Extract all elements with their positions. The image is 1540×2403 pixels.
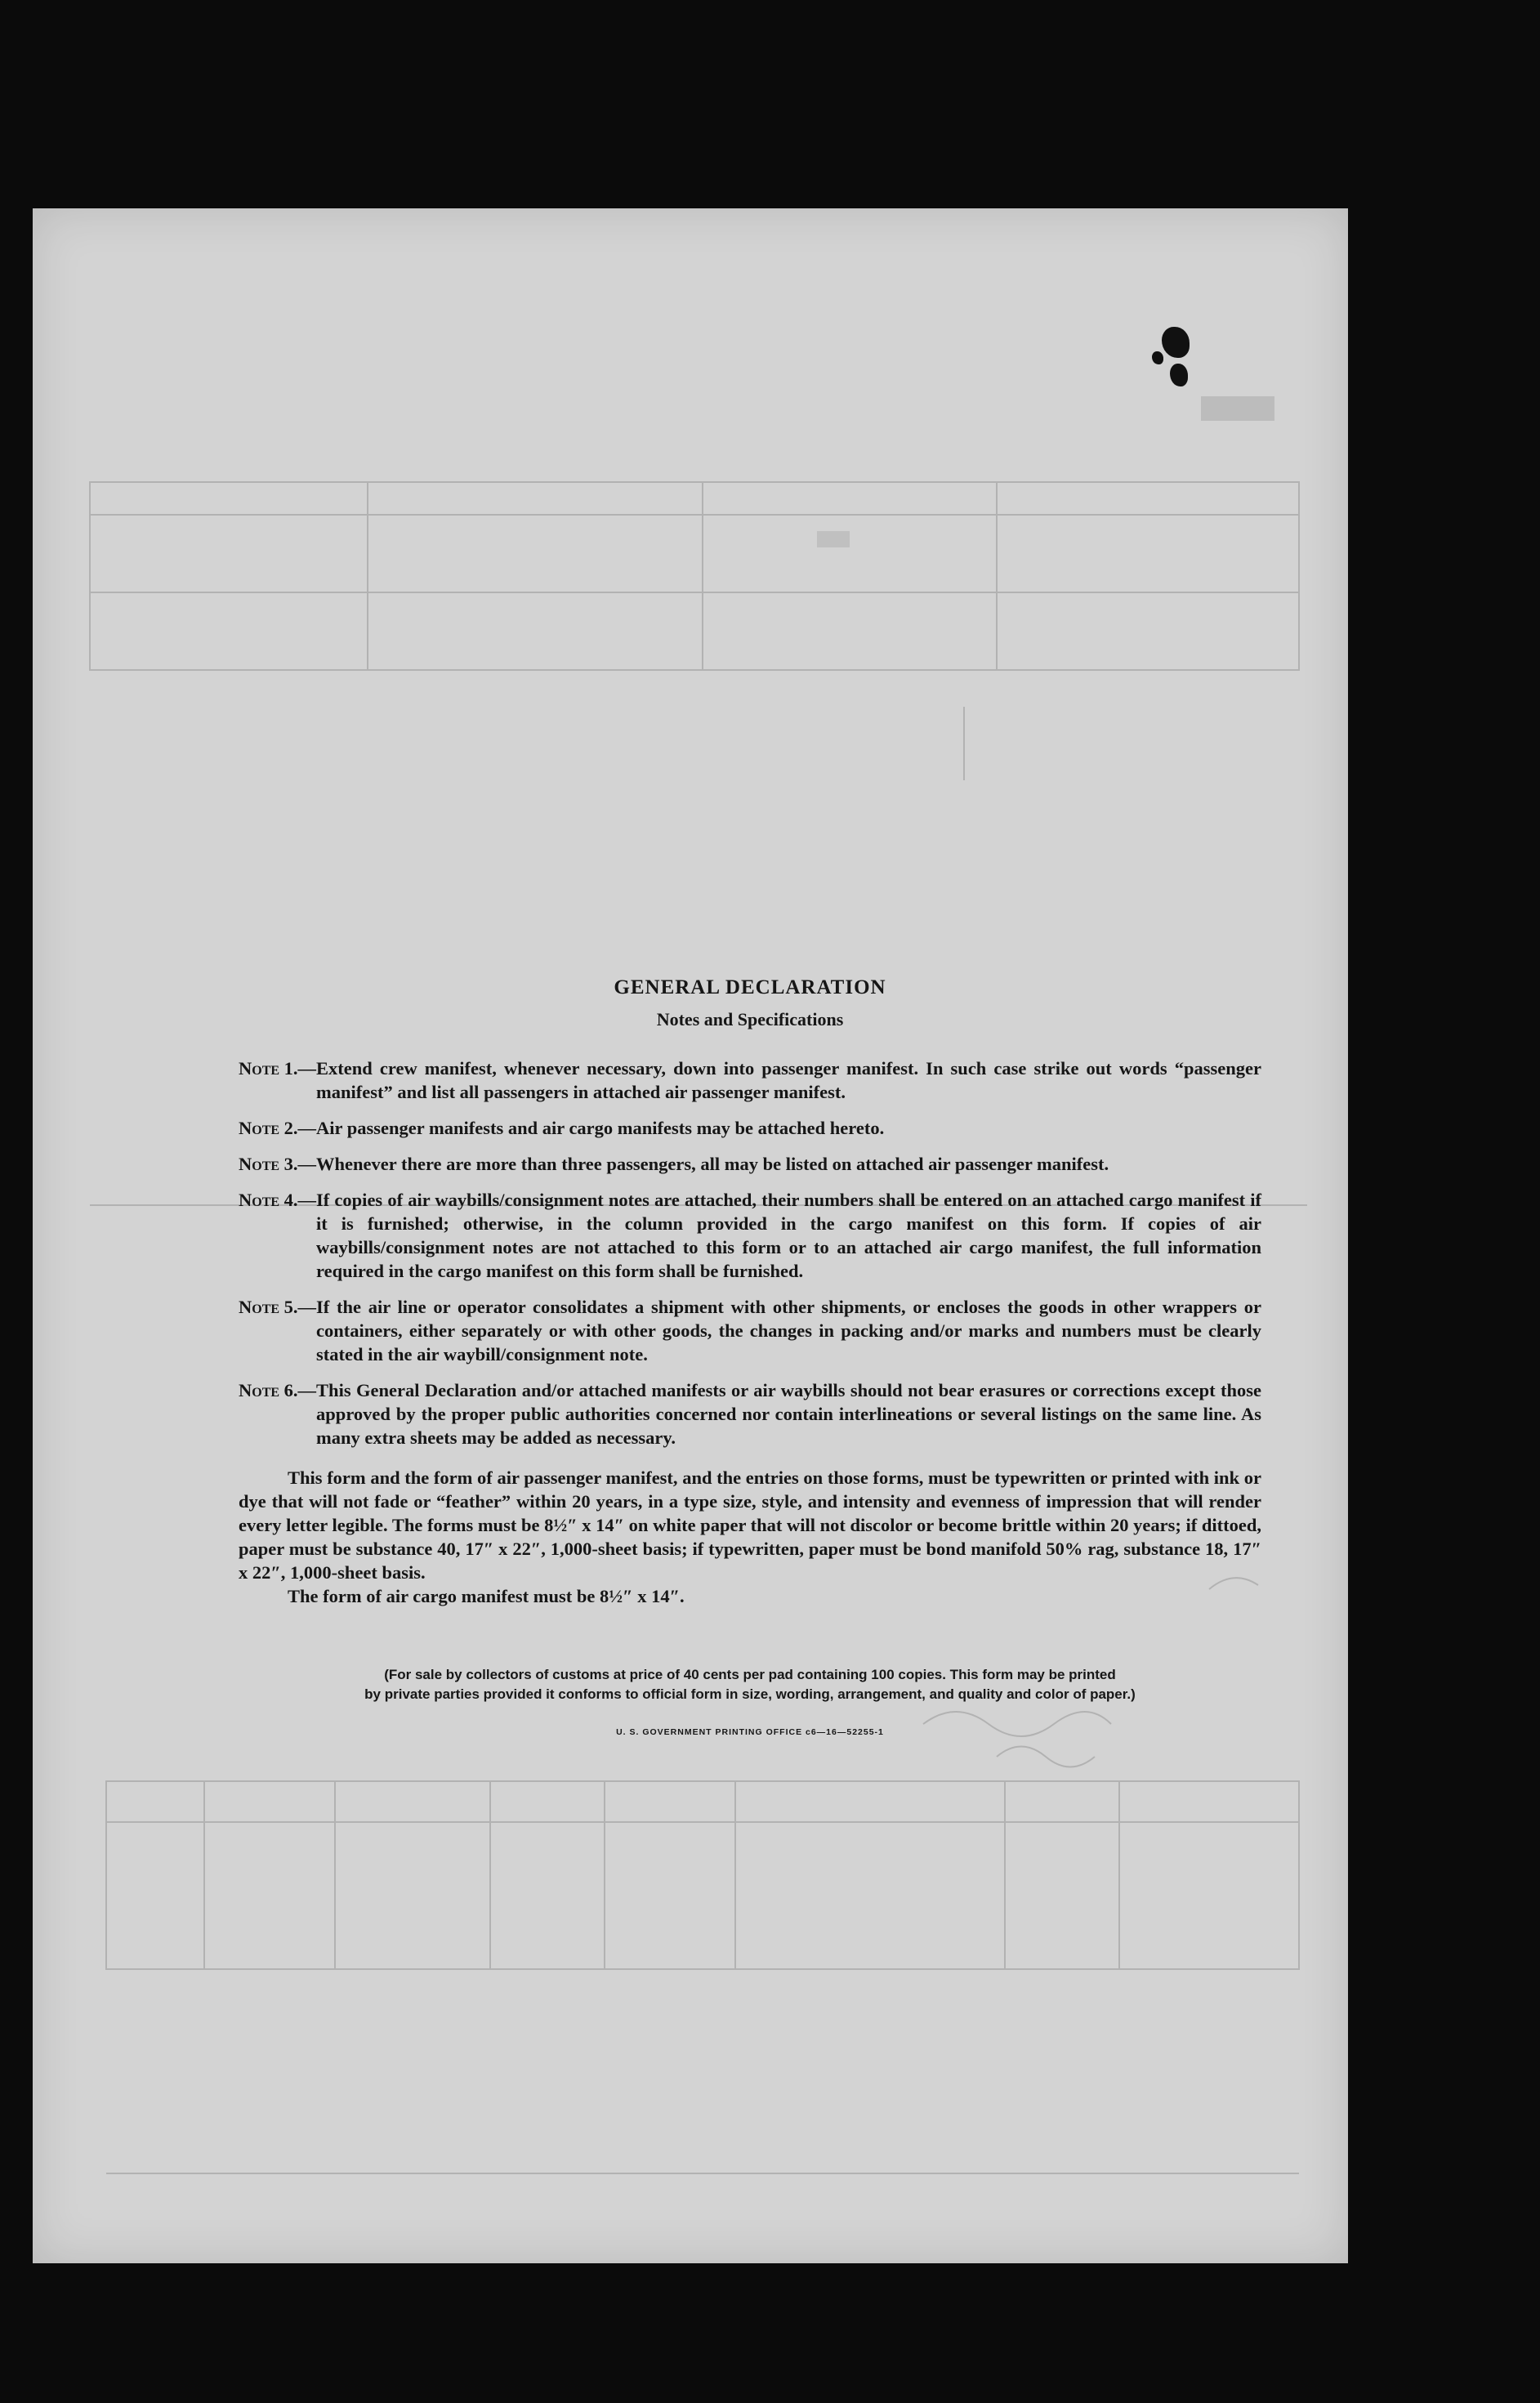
ink-stain — [1152, 351, 1163, 364]
note-text: Air passenger manifests and air cargo manifests may be attached hereto. — [316, 1118, 885, 1138]
page-title: GENERAL DECLARATION — [614, 976, 886, 998]
printing-office-line: U. S. GOVERNMENT PRINTING OFFICE c6—16—52255-1 — [616, 1727, 884, 1737]
ink-stain — [1170, 364, 1188, 386]
note-label: Note 2. — [239, 1118, 298, 1138]
note-text: Extend crew manifest, whenever necessary, down into passenger manifest. In such case strike out words “passenger manifest” and list all passengers in attached air passenger manifest. — [316, 1058, 1261, 1102]
sale-note — [239, 1665, 1261, 1704]
general-declaration-notes — [239, 976, 1261, 1737]
cargo-form-size-line: The form of air cargo manifest must be 8½″ x 14″. — [288, 1586, 685, 1606]
note-label: Note 4. — [239, 1190, 298, 1210]
note-text: If the air line or operator consolidates a shipment with other shipments, or encloses the goods in other wrappers or containers, either separately or with other goods, the changes in packing and/or marks and numbers must be clearly stated in the air waybill/consignment note. — [316, 1297, 1261, 1365]
note-label: Note 1. — [239, 1058, 298, 1079]
note-text: Whenever there are more than three passengers, all may be listed on attached air passenger manifest. — [316, 1154, 1109, 1174]
note-label: Note 3. — [239, 1154, 298, 1174]
note-1: Note 1. — Extend crew manifest, whenever necessary, down into passenger manifest. In such case strike out words “passenger manifest” and list all passengers in attached air passenger manifest. — [239, 1058, 1261, 1102]
note-label: Note 5. — [239, 1297, 298, 1317]
page-subtitle: Notes and Specifications — [656, 1009, 844, 1030]
note-2: Note 2. — Air passenger manifests and air cargo manifests may be attached hereto. — [239, 1116, 1261, 1140]
note-label: Note 6. — [239, 1380, 298, 1400]
note-5: Note 5. — If the air line or operator consolidates a shipment with other shipments, or encloses the goods in other wrappers or containers, either separately or with other goods, the changes in packing and/or marks and numbers must be clearly stated in the air waybill/consignment note. — [239, 1297, 1261, 1365]
note-6: Note 6. — This General Declaration and/or attached manifests or air waybills should not bear erasures or corrections except those approved by the proper public authorities concerned nor contain interlineations or several listings on the same line. As many extra sheets may be added as necessary. — [239, 1380, 1261, 1448]
sale-note-line: by private parties provided it conforms to official form in size, wording, arrangement, and quality and color of paper.) — [364, 1686, 1136, 1702]
note-text: This General Declaration and/or attached manifests or air waybills should not bear erasures or corrections except those approved by the proper public authorities concerned nor contain interlineations or several listings on the same line. As many extra sheets may be added as necessary. — [316, 1380, 1261, 1448]
form-specification-paragraph: This form and the form of air passenger manifest, and the entries on those forms, must be typewritten or printed with ink or dye that will not fade or “feather” within 20 years, in a type size, style, and intensity and evenness of impression that will render every letter legible. The forms must be 8½″ x 14″ on white paper that will not discolor or become brittle within 20 years; if dittoed, paper must be substance 40, 17″ x 22″, 1,000-sheet basis; if typewritten, paper must be bond manifold 50% rag, substance 18, 17″ x 22″, 1,000-sheet basis. — [239, 1467, 1262, 1583]
note-3: Note 3. — Whenever there are more than three passengers, all may be listed on attached air passenger manifest. — [239, 1152, 1261, 1176]
document-page — [33, 208, 1348, 2263]
sale-note-line: (For sale by collectors of customs at price of 40 cents per pad containing 100 copies. This form may be printed — [384, 1667, 1116, 1682]
note-text: If copies of air waybills/consignment notes are attached, their numbers shall be entered on an attached cargo manifest if it is furnished; otherwise, in the column provided in the cargo manifest on this form. If copies of air waybills/consignment notes are not attached to this form or to an attached air cargo manifest, the full information required in the cargo manifest on this form shall be furnished. — [316, 1190, 1261, 1281]
note-4: Note 4. — If copies of air waybills/consignment notes are attached, their numbers shall be entered on an attached cargo manifest if it is furnished; otherwise, in the column provided in the cargo manifest on this form. If copies of air waybills/consignment notes are not attached to this form or to an attached air cargo manifest, the full information required in the cargo manifest on this form shall be furnished. — [239, 1190, 1261, 1281]
